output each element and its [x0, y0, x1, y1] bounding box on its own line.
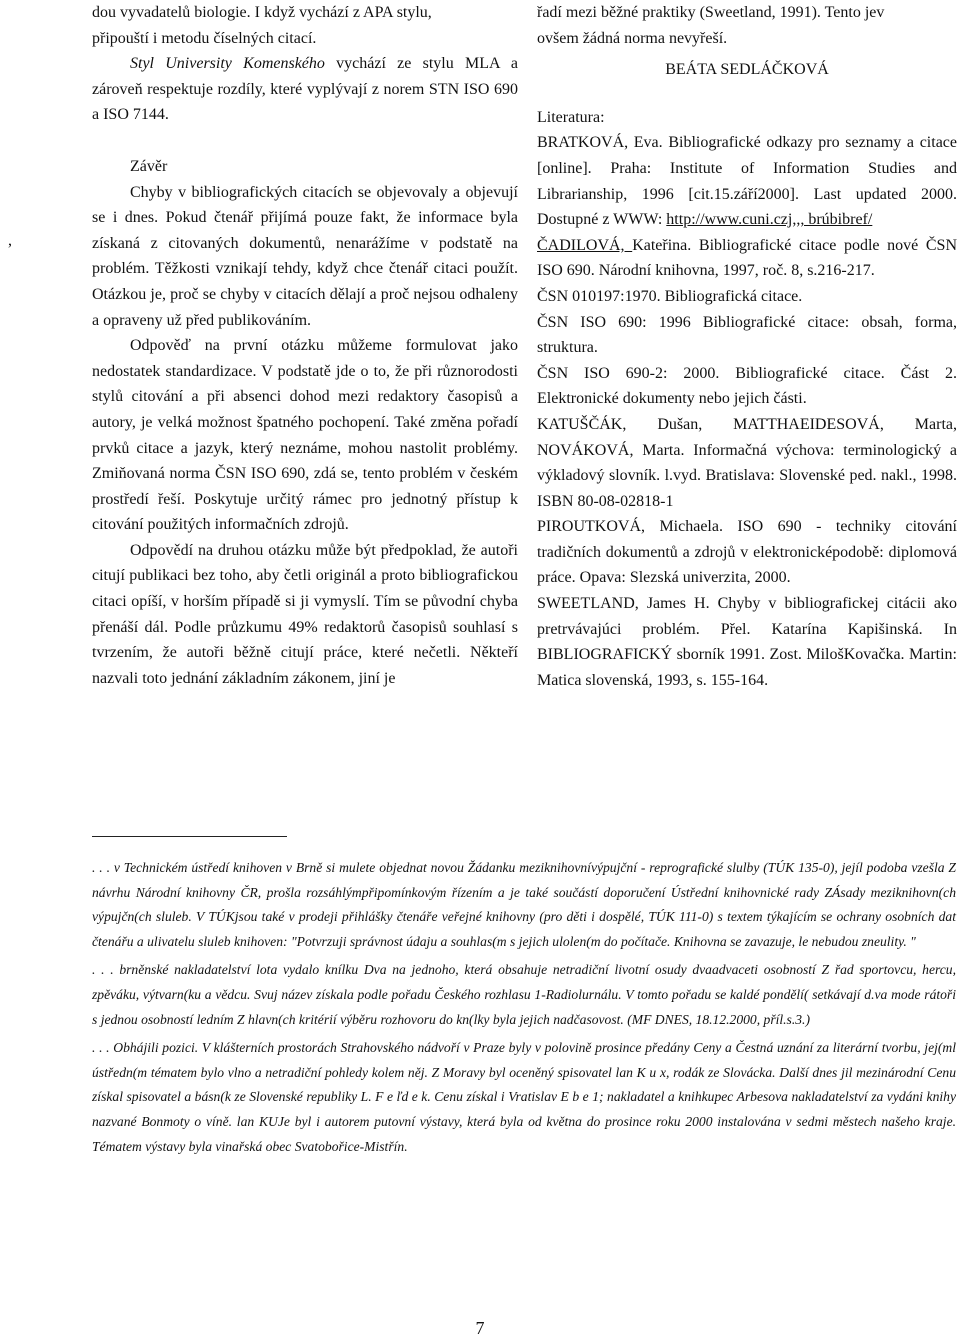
author-name: BEÁTA SEDLÁČKOVÁ	[665, 61, 829, 79]
reference-item: ČSN ISO 690-2: 2000. Bibliografické citace. Část 2. Elektronické dokumenty nebo jejich části.	[537, 364, 957, 408]
left-column	[92, 0, 518, 691]
page-number: 7	[475, 1318, 485, 1338]
right-top-line-1: řadí mezi běžné praktiky (Sweetland, 1991). Tento jev	[537, 4, 885, 21]
reference-item	[537, 233, 957, 284]
reference-link[interactable]: http://www.cuni.czj,,, brúbibref/	[666, 211, 873, 229]
footnote-item: . . . brněnské nakladatelství lota vydalo knílku Dva na jednoho, která obsahuje netradiční livotní osudy dvaadvaceti osobností Z řad sportovcu, hercu, zpěváku, výtvarn(ku a vědcu. Svuj název získala podle pořadu Českého rozhlasu 1-Radiolurnálu. V tomto pořadu se kaldé pondělí( setkávají d.va mode rátoři s jednou osobností ledním Z hlavn(ch kritérií výběru rozhovoru do kn(lky byla jejich nadčasovost. (MF DNES, 18.12.2000, příl.s.3.)	[92, 962, 956, 1027]
conclusion-paragraph-3: Odpovědí na druhou otázku může být předpoklad, že autoři citují publikaci bez toho, aby četli originál a proto bibliografickou citaci opíší, v horším případě si ji vymyslí. Tím se původní chyba přenáší dál. Podle průzkumu 49% redaktorů časopisů souhlasí s tvrzením, že autoři běžně citují práce, které nečetli. Někteří nazvali toto jednání základním zákonem, jiní je	[92, 541, 518, 687]
section-heading-conclusion: Závěr	[130, 157, 168, 175]
reference-author: ČADILOVÁ,	[537, 236, 633, 254]
footnote-item: . . . Obhájili pozici. V klášterních prostorách Strahovského nádvoří v Praze byly v polovině prosince předány Ceny a Čestná uznání za literární tvorbu, jej(ml ústředn(m tématem bylo vlno a netradiční pohledy kolem něj. Z Moravy byl oceněný spisovatel lan K u x, rodák ze Slovácka. Další dnes jil mezinárodní Cenu získal spisovatel a básn(k ze Slovenské republiky L. F e ľd e k. Cenu získal i Vratislav E b e 1; nakladatel a knihkupec Arbesova nakladatelství za vydáni knihy nazvané Bonmoty o víně. lan KUJe byl i autorem putovní výstavy, která byla od května do prosince roku 2000 instalována v sedmi městech našeho kraje. Tématem výstavy byla vinařská obec Svatobořice-Mistřín.	[92, 1040, 956, 1154]
reference-item: KATUŠČÁK, Dušan, MATTHAEIDESOVÁ, Marta, NOVÁKOVÁ, Marta. Informačná výchova: terminologický a výkladový slovník. l.vyd. Bratislava: Slovenské ped. nakl., 1998. ISBN 80-08-02818-1	[537, 415, 957, 510]
conclusion-paragraph-2: Odpověď na první otázku můžeme formulovat jako nedostatek standardizace. V podstatě jde o to, že při různorodosti stylů citování a při absenci dohod mezi redaktory časopisů a autory, je velká možnost špatného pochopení. Také změna pořadí prvků citace a jazyk, který neznáme, mohou nastolit problémy. Zmiňovaná norma ČSN ISO 690, zdá se, tento problém v českém prostředí řeší. Poskytuje určitý rámec pro jednotný přístup k citování použitých informačních zdrojů.	[92, 337, 518, 534]
left-top-line-2: připouští i metodu číselných citací.	[92, 29, 317, 47]
reference-text: Kateřina. Bibliografické citace podle nové ČSN ISO 690. Národní knihovna, 1997, roč. 8, s.216-217.	[537, 236, 958, 280]
style-paragraph	[92, 51, 518, 128]
footnote-item: . . . v Technickém ústředí knihoven v Brně si mulete objednat novou Žádanku meziknihovnívýpujční - reprografické slulby (TÚK 135-0), jejíl podoba vzešla Z návrhu Národní knihovny ČR, prošla rozsáhlýmpřipomínkovým řízením a je také součástí doporučení Ústřední knihovnické rady ZÁsady meziknihovn(ch výpujčn(ch sluleb. V TÚKjsou také v prodeji přihlášky čtenáře veřejné knihovny (pro děti i dospělé, TÚK 111-0) s textem týkajícím se ochrany osobních dat čtenářu a ulivatelu sluleb knihoven: "Potvrzuji správnost údaju a souhlas(m s jejich ulolen(m do počítače. Knihovna se zavazuje, le nebudou zneulity. "	[92, 860, 956, 949]
left-top-line-1: dou vyvadatelů biologie. I když vychází z APA stylu,	[92, 4, 432, 21]
reference-item: SWEETLAND, James H. Chyby v bibliografickej citácii ako pretrvávajúci problém. Přel. Katarína Kapišinská. In BIBLIOGRAFICKÝ sborník 1991. Zost. MilošKovačka. Martin: Matica slovenská, 1993, s. 155-164.	[537, 595, 957, 689]
style-name: Styl University Komenského	[130, 55, 325, 73]
conclusion-paragraph-1: Chyby v bibliografických citacích se objevovaly a objevují se i dnes. Pokud čtenář přijímá pouze fakt, že informace byla získaná z citovaných dokumentů, nenarážíme v podstatě na problém. Těžkosti vznikají tehdy, když chce čtenář citaci použít. Otázkou je, proč se chyby v citacích dělají a proč nejsou odhaleny a opraveny už před publikováním.	[92, 183, 518, 329]
reference-item: ČSN 010197:1970. Bibliografická citace.	[537, 287, 803, 305]
footnote-divider	[92, 836, 287, 837]
footnotes	[92, 856, 956, 1163]
literature-heading: Literatura:	[537, 108, 605, 126]
stray-mark: ,	[8, 232, 12, 249]
reference-item	[537, 130, 957, 232]
right-column	[537, 0, 957, 693]
reference-item: ČSN ISO 690: 1996 Bibliografické citace: obsah, forma, struktura.	[537, 313, 957, 357]
style-paragraph-text: vychází ze stylu MLA a zároveň respektuje rozdíly, které vyplývají z norem STN ISO 690 a ISO 7144.	[92, 55, 518, 124]
right-top-line-2: ovšem žádná norma nevyřeší.	[537, 29, 728, 47]
reference-text: BRATKOVÁ, Eva. Bibliografické odkazy pro seznamy a citace [online]. Praha: Institute of Information Studies and Librarianship, 1996 [cit.15.září2000]. Last updated 2000. Dostupné z WWW:	[537, 134, 957, 229]
reference-item: PIROUTKOVÁ, Michaela. ISO 690 - techniky citování tradičních dokumentů a zdrojů v elektronicképodobě: diplomová práce. Opava: Slezská univerzita, 2000.	[537, 518, 957, 587]
